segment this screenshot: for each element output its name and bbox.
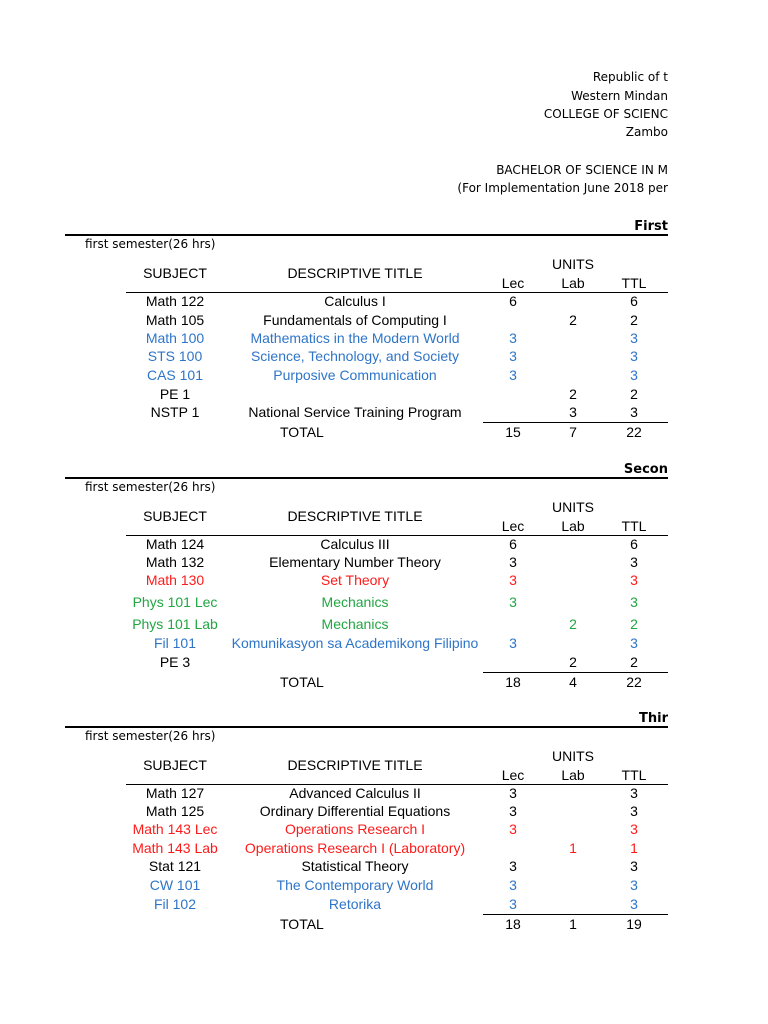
course-total-units: 3: [630, 348, 638, 364]
course-lec-units: 6: [509, 293, 517, 309]
units-header: UNITS: [552, 499, 594, 515]
course-title: The Contemporary World: [276, 877, 434, 893]
course-lec-units: 3: [509, 367, 517, 383]
course-title: Operations Research I (Laboratory): [244, 840, 466, 856]
course-title: Operations Research I: [284, 821, 426, 837]
course-lab-units: 2: [569, 386, 577, 402]
units-header: UNITS: [552, 256, 594, 272]
lab-header: Lab: [561, 767, 585, 783]
course-code: Math 122: [145, 293, 205, 309]
course-code: PE 3: [159, 654, 191, 670]
subject-header: SUBJECT: [143, 508, 207, 524]
lab-header: Lab: [561, 518, 585, 534]
lec-header: Lec: [501, 767, 525, 783]
course-title: Retorika: [328, 896, 382, 912]
total-label: TOTAL: [280, 916, 324, 932]
lec-header: Lec: [501, 275, 525, 291]
total-label: TOTAL: [280, 674, 324, 690]
course-lec-units: 3: [509, 635, 517, 651]
course-code: CAS 101: [146, 367, 204, 383]
course-total-units: 3: [630, 785, 638, 801]
course-total-units: 6: [630, 293, 638, 309]
course-code: Math 105: [145, 312, 205, 328]
course-total-units: 3: [630, 572, 638, 588]
header-city: Zambo: [625, 125, 668, 139]
course-total-units: 3: [630, 594, 638, 610]
course-lab-units: 2: [569, 654, 577, 670]
course-lec-units: 3: [509, 858, 517, 874]
course-title: Ordinary Differential Equations: [259, 803, 451, 819]
header-college: COLLEGE OF SCIENC: [543, 107, 668, 121]
course-lab-units: 3: [569, 404, 577, 420]
program-title: BACHELOR OF SCIENCE IN M: [496, 163, 668, 177]
course-lec-units: 3: [509, 785, 517, 801]
course-total-units: 2: [630, 654, 638, 670]
course-code: STS 100: [147, 348, 203, 364]
course-lec-units: 3: [509, 877, 517, 893]
lec-header: Lec: [501, 518, 525, 534]
total-lab: 1: [569, 916, 577, 932]
course-lec-units: 3: [509, 896, 517, 912]
course-lec-units: 3: [509, 803, 517, 819]
units-header: UNITS: [552, 748, 594, 764]
course-lec-units: 3: [509, 821, 517, 837]
ttl-header: TTL: [621, 518, 647, 534]
course-code: PE 1: [159, 386, 191, 402]
course-total-units: 3: [630, 554, 638, 570]
total-lec: 18: [505, 916, 521, 932]
course-title: Science, Technology, and Society: [250, 348, 460, 364]
header-university: Western Mindan: [571, 89, 668, 103]
course-lab-units: 2: [569, 312, 577, 328]
total-line: [483, 672, 668, 673]
course-title: Mathematics in the Modern World: [250, 330, 460, 346]
course-title: Calculus I: [324, 293, 386, 309]
course-title: Calculus III: [320, 536, 390, 552]
course-total-units: 6: [630, 536, 638, 552]
course-lab-units: 1: [569, 840, 577, 856]
course-code: Math 124: [145, 536, 205, 552]
implementation-note: (For Implementation June 2018 per: [457, 181, 668, 195]
subject-header: SUBJECT: [143, 757, 207, 773]
course-total-units: 3: [630, 635, 638, 651]
year-rule: [65, 726, 668, 728]
course-title: Mechanics: [321, 616, 389, 632]
descriptive-title-header: DESCRIPTIVE TITLE: [287, 757, 423, 773]
total-line: [483, 422, 668, 423]
total-ttl: 22: [626, 424, 642, 440]
semester-label: first semester(26 hrs): [85, 237, 216, 251]
course-lec-units: 6: [509, 536, 517, 552]
year-title: Thir: [639, 711, 668, 726]
course-code: NSTP 1: [150, 404, 200, 420]
course-total-units: 3: [630, 896, 638, 912]
header-republic: Republic of t: [592, 70, 668, 84]
descriptive-title-header: DESCRIPTIVE TITLE: [287, 508, 423, 524]
total-lec: 18: [505, 674, 521, 690]
course-code: Phys 101 Lec: [132, 594, 218, 610]
course-code: Fil 102: [153, 896, 197, 912]
subject-header: SUBJECT: [143, 265, 207, 281]
total-lab: 4: [569, 674, 577, 690]
course-total-units: 2: [630, 386, 638, 402]
course-title: Elementary Number Theory: [269, 554, 441, 570]
total-lec: 15: [505, 424, 521, 440]
course-code: Phys 101 Lab: [132, 616, 218, 632]
course-title: Fundamentals of Computing I: [263, 312, 447, 328]
year-title: First: [634, 219, 668, 234]
course-title: Set Theory: [320, 572, 390, 588]
course-total-units: 3: [630, 803, 638, 819]
ttl-header: TTL: [621, 767, 647, 783]
course-title: Komunikasyon sa Academikong Filipino: [231, 635, 479, 651]
course-title: National Service Training Program: [248, 404, 462, 420]
course-code: Math 130: [145, 572, 205, 588]
lab-header: Lab: [561, 275, 585, 291]
course-lec-units: 3: [509, 572, 517, 588]
course-total-units: 3: [630, 877, 638, 893]
course-lec-units: 3: [509, 348, 517, 364]
course-code: CW 101: [149, 877, 201, 893]
course-title: Mechanics: [321, 594, 389, 610]
course-total-units: 3: [630, 330, 638, 346]
course-code: Math 143 Lec: [132, 821, 218, 837]
ttl-header: TTL: [621, 275, 647, 291]
course-total-units: 3: [630, 367, 638, 383]
total-line: [483, 914, 668, 915]
semester-label: first semester(26 hrs): [85, 480, 216, 494]
course-code: Math 127: [145, 785, 205, 801]
course-total-units: 2: [630, 312, 638, 328]
year-rule: [65, 234, 668, 236]
course-code: Stat 121: [148, 858, 202, 874]
course-code: Fil 101: [153, 635, 197, 651]
course-total-units: 3: [630, 858, 638, 874]
total-label: TOTAL: [280, 424, 324, 440]
course-code: Math 100: [145, 330, 205, 346]
course-lec-units: 3: [509, 554, 517, 570]
total-lab: 7: [569, 424, 577, 440]
total-ttl: 19: [626, 916, 642, 932]
course-lec-units: 3: [509, 330, 517, 346]
course-code: Math 125: [145, 803, 205, 819]
year-title: Secon: [623, 462, 668, 477]
course-code: Math 132: [145, 554, 205, 570]
course-code: Math 143 Lab: [132, 840, 218, 856]
course-lec-units: 3: [509, 594, 517, 610]
total-ttl: 22: [626, 674, 642, 690]
course-title: Advanced Calculus II: [289, 785, 421, 801]
course-total-units: 3: [630, 404, 638, 420]
course-lab-units: 2: [569, 616, 577, 632]
course-total-units: 1: [630, 840, 638, 856]
descriptive-title-header: DESCRIPTIVE TITLE: [287, 265, 423, 281]
semester-label: first semester(26 hrs): [85, 729, 216, 743]
course-total-units: 3: [630, 821, 638, 837]
course-title: Statistical Theory: [301, 858, 409, 874]
course-title: Purposive Communication: [273, 367, 437, 383]
course-total-units: 2: [630, 616, 638, 632]
year-rule: [65, 477, 668, 479]
